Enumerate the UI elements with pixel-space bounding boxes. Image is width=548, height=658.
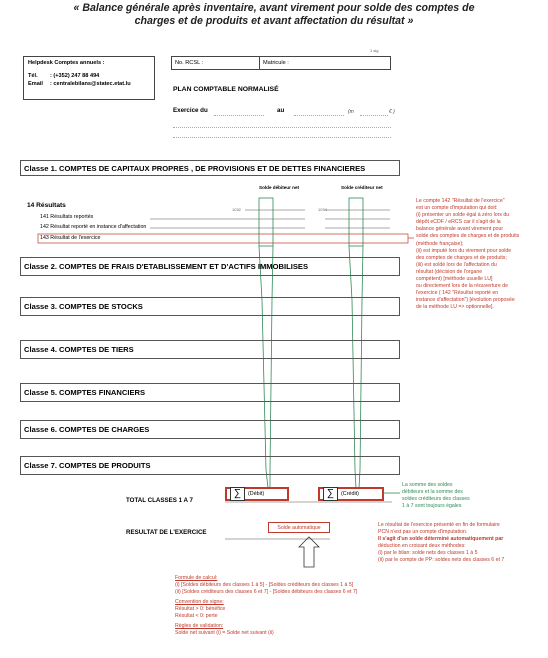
sigma-icon: ∑ xyxy=(323,487,338,501)
resultat-142: 142 Résultat reporté en instance d'affectation xyxy=(40,224,147,230)
helpdesk-heading: Helpdesk Comptes annuels : xyxy=(28,60,105,66)
tel-value: : (+352) 247 88 494 xyxy=(50,73,100,79)
total-debit-box: ∑ (Débit) xyxy=(225,487,289,501)
debit-code: 1032 xyxy=(232,207,241,212)
total-label: TOTAL CLASSES 1 A 7 xyxy=(126,497,193,504)
note-totals-equal: La somme des soldes débiteurs et la somme des soldes créditeurs des classes 1 à 7 sont toujours égales xyxy=(402,482,470,510)
class-5-row: Classe 5. COMPTES FINANCIERS xyxy=(20,383,400,402)
debit-column-header: Solde débiteur net xyxy=(259,185,300,190)
email-label: Email xyxy=(28,81,43,87)
rcsl-field[interactable]: No. RCSL : xyxy=(175,60,204,66)
sigma-icon: ∑ xyxy=(230,487,245,501)
exercise-au: au xyxy=(277,107,285,114)
exercise-label: Exercice du xyxy=(173,107,208,114)
class-3-row: Classe 3. COMPTES DE STOCKS xyxy=(20,297,400,316)
matricule-field[interactable]: Matricule : xyxy=(263,60,289,66)
resultat-141: 141 Résultats reportés xyxy=(40,214,94,220)
exercise-m: (m xyxy=(348,109,354,115)
auto-balance-box: Solde automatique xyxy=(268,522,330,533)
email-value: : centralebilans@statec.etat.lu xyxy=(50,81,131,87)
class-4-row: Classe 4. COMPTES DE TIERS xyxy=(20,340,400,359)
exercise-eur: € ) xyxy=(389,109,395,115)
credit-column-header: Solde créditeur net xyxy=(341,185,383,190)
class-2-row: Classe 2. COMPTES DE FRAIS D'ETABLISSEMENT ET D'ACTIFS IMMOBILISES xyxy=(20,257,400,276)
tel-label: Tél. xyxy=(28,73,38,79)
class-7-row: Classe 7. COMPTES DE PRODUITS xyxy=(20,456,400,475)
page-title-line2: charges et de produits et avant affectation du résultat » xyxy=(134,15,414,27)
resultats-heading: 14 Résultats xyxy=(27,202,66,209)
class-6-row: Classe 6. COMPTES DE CHARGES xyxy=(20,420,400,439)
formula-block: Formule de calcul: (i) [Soldes débiteurs des classes 1 à 5] - [Soldes créditeurs des classes 1 à 5] (ii) [Soldes créditeurs des classes 6 et 7] - [Soldes débiteurs des classes 6 et 7] Convention de signe: Résultat > 0: bénéfice Résultat < 0: perte Règles de validation: Solde net suivant (i) = Solde net suivant (ii) xyxy=(175,575,358,636)
credit-code: 1034 xyxy=(318,207,327,212)
page-title-line1: « Balance générale après inventaire, avant virement pour solde des comptes de xyxy=(73,2,475,14)
plan-title: PLAN COMPTABLE NORMALISÉ xyxy=(173,86,279,93)
class-1-row: Classe 1. COMPTES DE CAPITAUX PROPRES , DE PROVISIONS ET DE DETTES FINANCIERES xyxy=(20,160,400,176)
note-account-142: Le compte 142 "Résultat de l'exercice" est un compte d'imputation qui doit: (i) présenter un solde égal à zéro lors du dépôt eCDF / eRCS car il s'agit de la balance générale avant virement pour solde des comptes de charges et de produits (méthode française); (ii) est imputé lors du virement pour solde des comptes de charges et de produits; (iii) est soldé lors de l'affectation du résultat (décision de l'organe compétent) [méthode usuelle LU] ou directement lors de la réouverture de l'exercice ( 142 "Résultat reporté en instance d'affectation") [évolution proposée de la méthode LU => optionnelle]. xyxy=(416,198,520,311)
note-result: Le résultat de l'exercice présenté en fin de formulaire PCN n'est pas un compte d'imputation. Il s'agit d'un solde déterminé automatiquement par déduction en croisant deux méthodes: (i) par le bilan: solde nets des classes 1 à 5 (ii) par le compte de PP: soldes nets des classes 6 et 7 xyxy=(378,522,505,564)
tiny-mark: 1 sig xyxy=(370,48,379,53)
resultat-143: 143 Résultat de l'exercice xyxy=(40,235,101,241)
total-credit-box: ∑ (Crédit) xyxy=(318,487,384,501)
result-label: RESULTAT DE L'EXERCICE xyxy=(126,529,207,536)
